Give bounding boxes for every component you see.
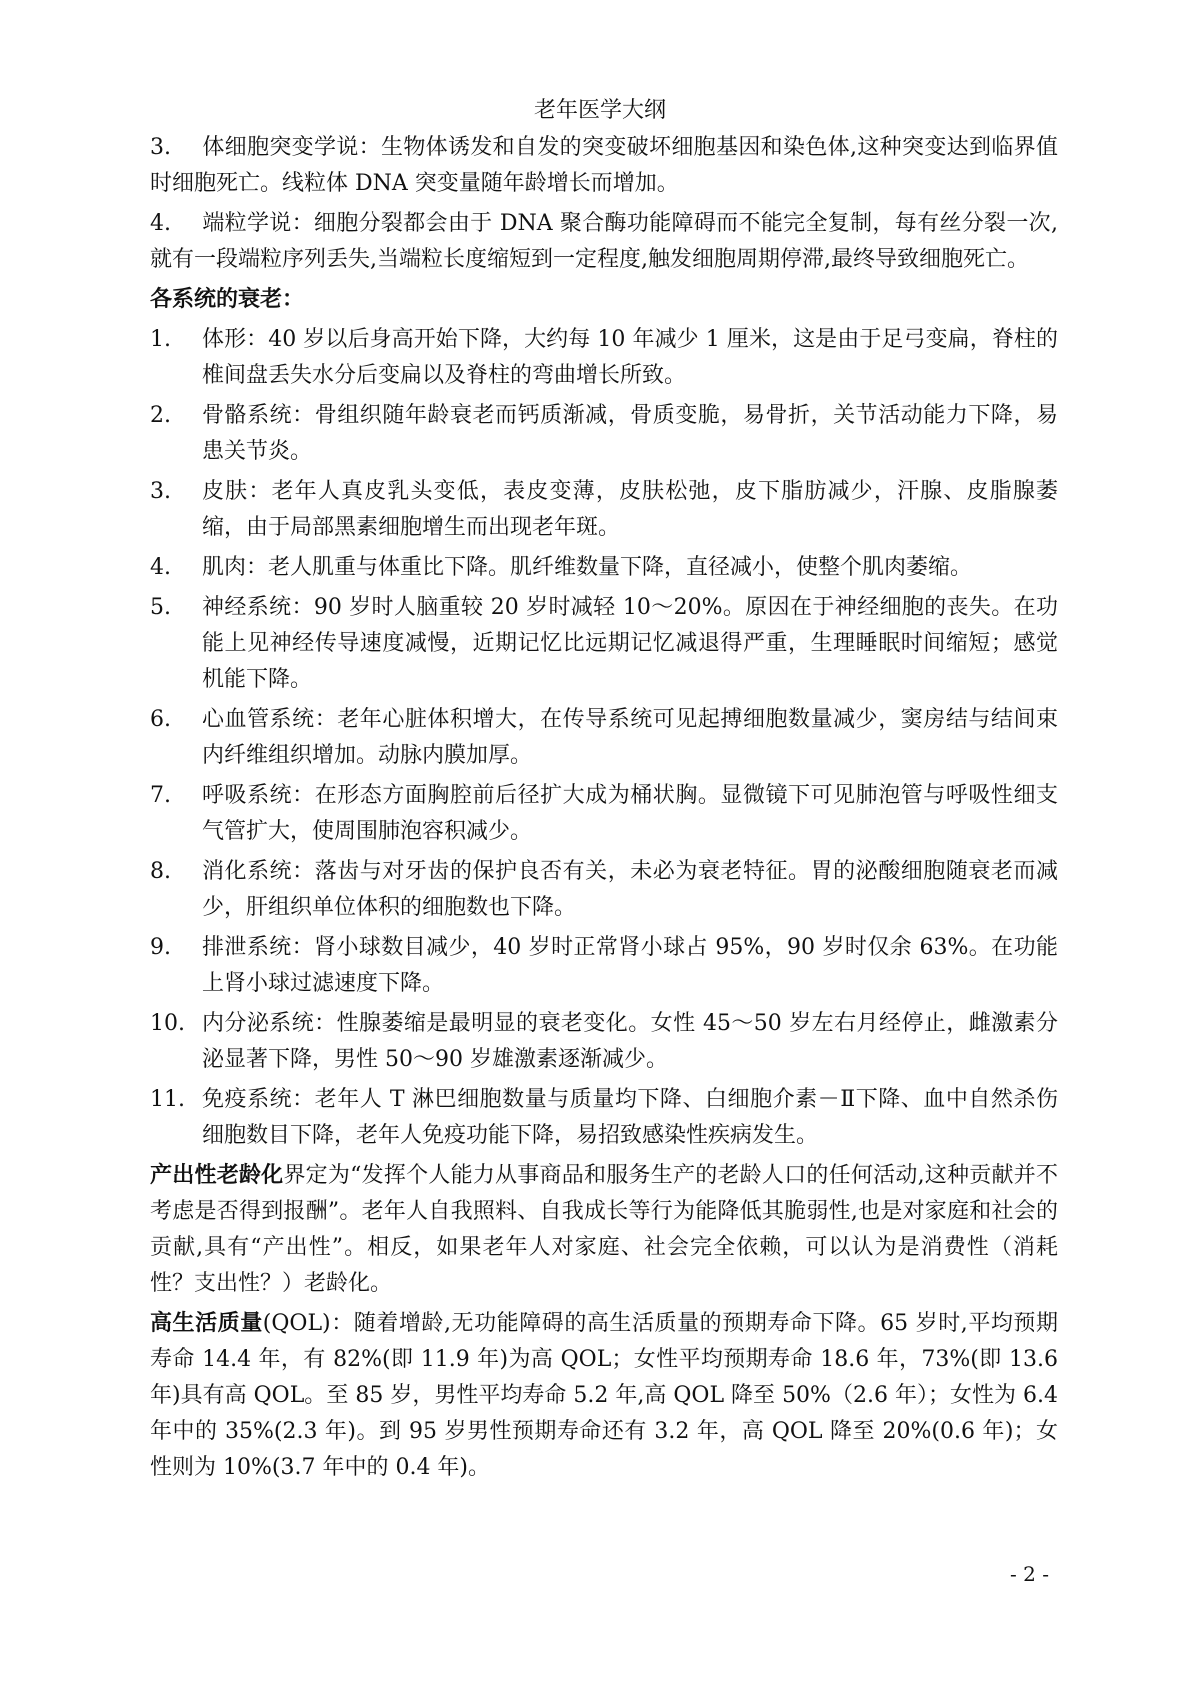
paragraph-text: 界定为“发挥个人能力从事商品和服务生产的老龄人口的任何活动,这种贡献并不考虑是否得到报酬”。老年人自我照料、自我成长等行为能降低其脆弱性,也是对家庭和社会的贡献,具有“产出性”。相反，如果老年人对家庭、社会完全依赖，可以认为是消费性（消耗性？支出性？）老龄化。 [150, 1163, 1058, 1296]
theory-item [150, 130, 1058, 202]
list-item [150, 778, 1058, 850]
list-item [150, 702, 1058, 774]
item-text: 内分泌系统：性腺萎缩是最明显的衰老变化。女性 45～50 岁左右月经停止，雌激素分泌显著下降，男性 50～90 岁雄激素逐渐减少。 [202, 1011, 1058, 1072]
term-label: 产出性老龄化 [150, 1163, 284, 1188]
item-number: 11. [150, 1087, 185, 1112]
paragraph-text: (QOL)：随着增龄,无功能障碍的高生活质量的预期寿命下降。65 岁时,平均预期寿命 14.4 年，有 82%(即 11.9 年)为高 QOL；女性平均预期寿命 18.6 年，73%(即 13.6 年)具有高 QOL。至 85 岁，男性平均寿命 5.2 年,高 QOL 降至 50%（2.6 年）；女性为 6.4 年中的 35%(2.3 年)。到 95 岁男性预期寿命还有 3.2 年，高 QOL 降至 20%(0.6 年)；女性则为 10%(3.7 年中的 0.4 年)。 [150, 1311, 1058, 1480]
item-text: 体形：40 岁以后身高开始下降，大约每 10 年减少 1 厘米，这是由于足弓变扁，脊柱的椎间盘丢失水分后变扁以及脊柱的弯曲增长所致。 [202, 327, 1058, 388]
item-number: 9. [150, 935, 171, 960]
item-text: 消化系统：落齿与对牙齿的保护良否有关，未必为衰老特征。胃的泌酸细胞随衰老而减少，肝组织单位体积的细胞数也下降。 [202, 859, 1058, 920]
systems-list [150, 322, 1058, 1154]
item-number: 3. [150, 135, 171, 160]
item-text: 骨骼系统：骨组织随年龄衰老而钙质渐减，骨质变脆，易骨折，关节活动能力下降，易患关节炎。 [202, 403, 1058, 464]
list-item [150, 854, 1058, 926]
item-text: 免疫系统：老年人 T 淋巴细胞数量与质量均下降、白细胞介素－Ⅱ下降、血中自然杀伤细胞数目下降，老年人免疫功能下降，易招致感染性疾病发生。 [202, 1087, 1058, 1148]
document-body [150, 130, 1058, 1490]
document-title: 老年医学大纲 [533, 98, 666, 123]
productive-aging-paragraph [150, 1158, 1058, 1302]
item-number: 10. [150, 1011, 185, 1036]
item-number: 3. [150, 479, 171, 504]
item-text: 心血管系统：老年心脏体积增大，在传导系统可见起搏细胞数量减少，窦房结与结间束内纤维组织增加。动脉内膜加厚。 [202, 707, 1058, 768]
term-label: 高生活质量 [150, 1311, 263, 1336]
item-number: 5. [150, 595, 171, 620]
item-number: 8. [150, 859, 171, 884]
list-item [150, 590, 1058, 698]
item-number: 1. [150, 327, 171, 352]
page-number: - 2 - [1010, 1562, 1049, 1586]
item-number: 4. [150, 211, 171, 236]
list-item [150, 398, 1058, 470]
item-text: 呼吸系统：在形态方面胸腔前后径扩大成为桶状胸。显微镜下可见肺泡管与呼吸性细支气管扩大，使周围肺泡容积减少。 [202, 783, 1058, 844]
page-header [0, 95, 1200, 127]
list-item [150, 930, 1058, 1002]
list-item [150, 474, 1058, 546]
section-heading: 各系统的衰老： [150, 287, 305, 312]
item-text: 体细胞突变学说：生物体诱发和自发的突变破坏细胞基因和染色体,这种突变达到临界值时细胞死亡。线粒体 DNA 突变量随年龄增长而增加。 [150, 135, 1058, 196]
list-item [150, 550, 1058, 586]
item-text: 端粒学说：细胞分裂都会由于 DNA 聚合酶功能障碍而不能完全复制，每有丝分裂一次,就有一段端粒序列丢失,当端粒长度缩短到一定程度,触发细胞周期停滞,最终导致细胞死亡。 [150, 211, 1058, 272]
item-number: 6. [150, 707, 171, 732]
item-number: 7. [150, 783, 171, 808]
list-item [150, 322, 1058, 394]
list-item [150, 1082, 1058, 1154]
item-text: 神经系统：90 岁时人脑重较 20 岁时减轻 10～20%。原因在于神经细胞的丧失。在功能上见神经传导速度减慢，近期记忆比远期记忆减退得严重，生理睡眠时间缩短；感觉机能下降。 [202, 595, 1058, 692]
item-number: 2. [150, 403, 171, 428]
item-text: 肌肉：老人肌重与体重比下降。肌纤维数量下降，直径减小，使整个肌肉萎缩。 [202, 555, 973, 580]
theory-item [150, 206, 1058, 278]
qol-paragraph [150, 1306, 1058, 1486]
item-text: 皮肤：老年人真皮乳头变低，表皮变薄，皮肤松弛，皮下脂肪减少，汗腺、皮脂腺萎缩，由于局部黑素细胞增生而出现老年斑。 [202, 479, 1058, 540]
item-number: 4. [150, 555, 171, 580]
item-text: 排泄系统：肾小球数目减少，40 岁时正常肾小球占 95%，90 岁时仅余 63%。在功能上肾小球过滤速度下降。 [202, 935, 1058, 996]
list-item [150, 1006, 1058, 1078]
